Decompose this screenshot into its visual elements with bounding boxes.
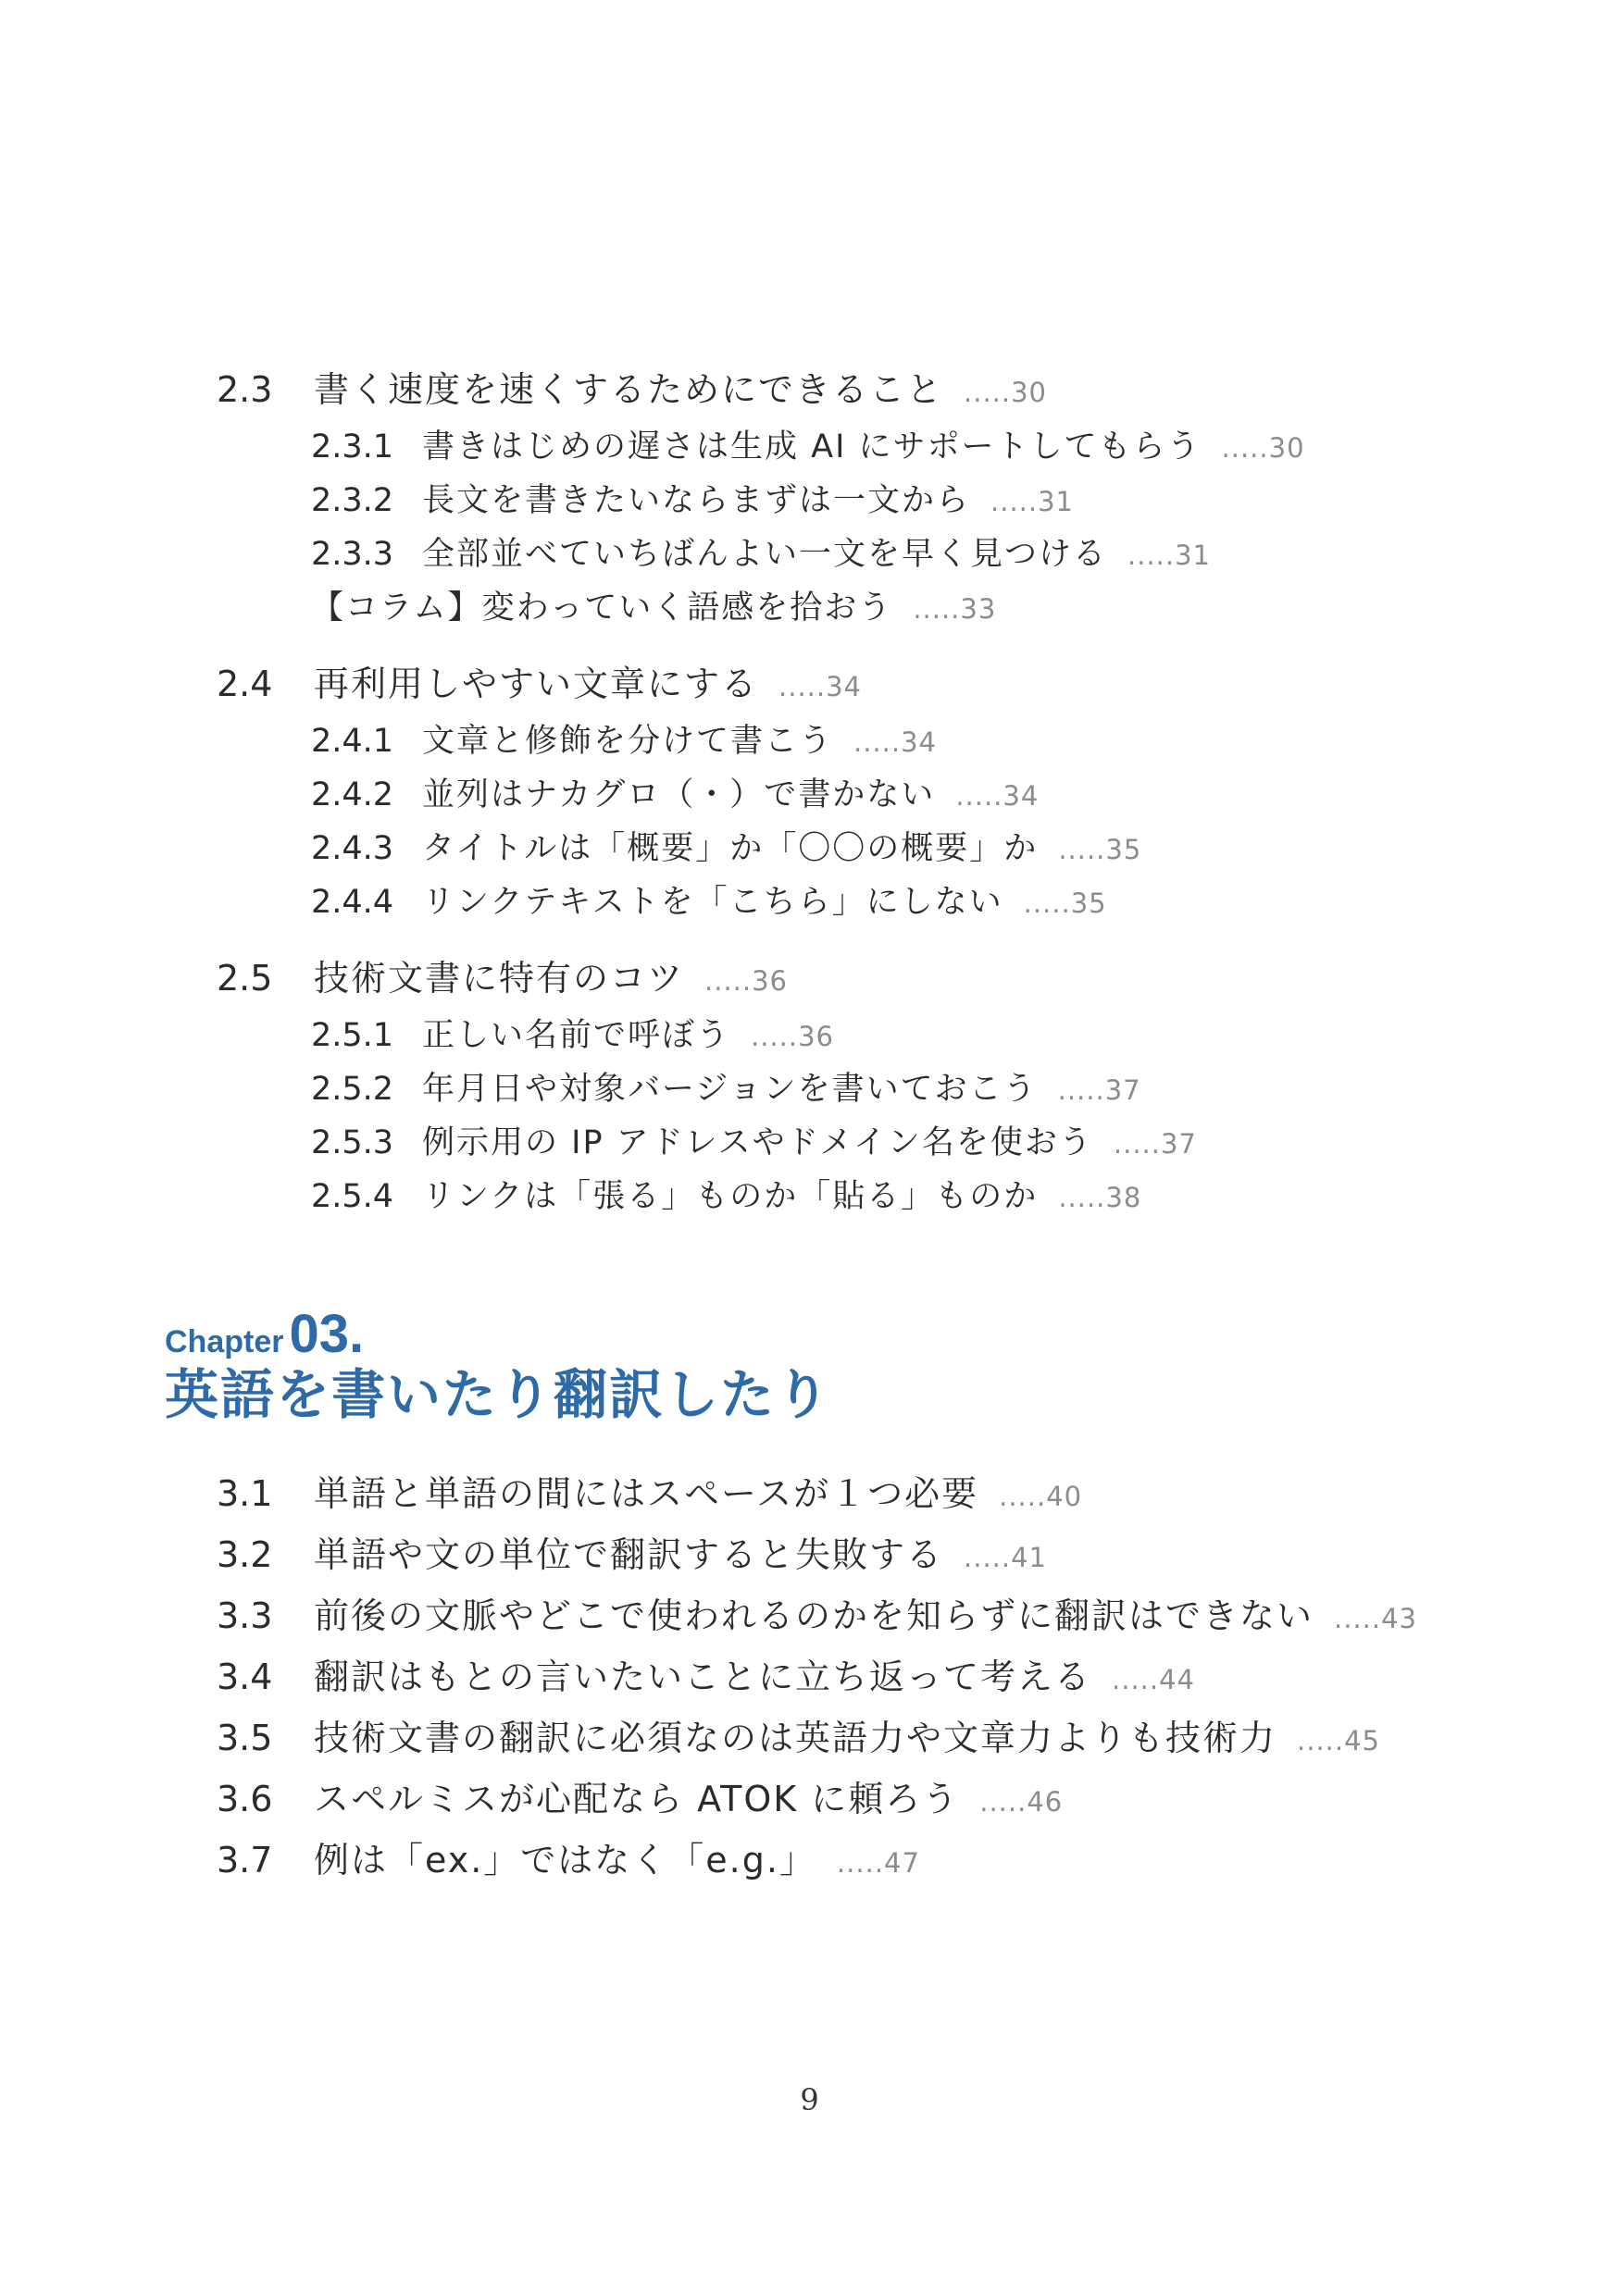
entry-number: 2.3: [217, 369, 273, 410]
entry-number: 3.4: [217, 1657, 273, 1697]
entry-title: リンクテキストを「こちら」にしない: [422, 884, 1003, 921]
toc-entry-section: [217, 1473, 1083, 1514]
toc-entry-subsection: [311, 723, 938, 760]
entry-number: 3.3: [217, 1595, 273, 1636]
toc-entry-section: [217, 664, 863, 704]
toc-entry-section: [217, 1534, 1048, 1575]
chapter-title: 英語を書いたり翻訳したり: [165, 1363, 832, 1426]
entry-title: リンクは「張る」ものか「貼る」ものか: [422, 1178, 1039, 1215]
toc-entry-column: [311, 592, 996, 625]
entry-number: 2.4: [217, 664, 273, 704]
entry-title: 全部並べていちばんよい一文を早く見つける: [422, 536, 1108, 573]
entry-title: 【コラム】変わっていく語感を拾おう: [311, 590, 893, 627]
toc-entry-subsection: [311, 536, 1212, 573]
entry-number: 2.4.2: [311, 776, 394, 813]
entry-page: .....37: [1113, 1128, 1197, 1160]
toc-entry-section: [217, 369, 1048, 410]
toc-entry-subsection: [311, 482, 1075, 519]
entry-title: 技術文書に特有のコツ: [314, 958, 685, 999]
toc-entry-section: [217, 1781, 1063, 1817]
entry-page: .....34: [853, 726, 938, 758]
toc-entry-subsection: [311, 1071, 1141, 1108]
entry-title: スペルミスが心配なら ATOK に頼ろう: [314, 1779, 960, 1819]
entry-page: .....46: [979, 1786, 1064, 1818]
entry-number: 2.4.1: [311, 723, 394, 760]
entry-page: .....34: [955, 780, 1040, 812]
toc-entry-section: [217, 958, 789, 999]
entry-number: 2.4.4: [311, 884, 394, 921]
toc-entry-section: [217, 1720, 1380, 1756]
entry-title: 年月日や対象バージョンを書いておこう: [422, 1071, 1038, 1108]
toc-entry-subsection: [311, 884, 1107, 921]
entry-title: 技術文書の翻訳に必須なのは英語力や文章力よりも技術力: [314, 1718, 1277, 1758]
entry-page: .....38: [1058, 1182, 1142, 1213]
entry-title: 単語や文の単位で翻訳すると失敗する: [314, 1534, 944, 1575]
entry-number: 3.2: [217, 1534, 273, 1575]
toc-entry-subsection: [311, 428, 1305, 465]
entry-number: 2.5.2: [311, 1071, 394, 1108]
entry-number: 2.3.1: [311, 428, 394, 465]
toc-entry-section: [217, 1840, 920, 1880]
entry-number: 2.4.3: [311, 830, 394, 867]
toc-entry-subsection: [311, 830, 1142, 867]
toc-entry-subsection: [311, 1017, 835, 1054]
chapter-label: [165, 1304, 365, 1364]
chapter-number: 03.: [289, 1304, 365, 1364]
entry-page: .....31: [990, 486, 1075, 517]
toc-entry-subsection: [311, 1178, 1142, 1215]
entry-title: 単語と単語の間にはスペースが１つ必要: [314, 1473, 979, 1514]
entry-title: 書く速度を速くするためにできること: [314, 369, 944, 410]
entry-number: 2.3.3: [311, 536, 394, 573]
entry-title: 前後の文脈やどこで使われるのかを知らずに翻訳はできない: [314, 1595, 1314, 1636]
entry-page: .....36: [704, 965, 789, 997]
entry-page: .....45: [1297, 1725, 1381, 1756]
entry-number: 2.5.1: [311, 1017, 394, 1054]
entry-title: 長文を書きたいならまずは一文から: [422, 482, 971, 519]
entry-number: 3.6: [217, 1779, 273, 1819]
entry-page: .....40: [999, 1481, 1083, 1512]
entry-number: 2.3.2: [311, 482, 394, 519]
entry-number: 2.5: [217, 958, 273, 999]
entry-number: 3.1: [217, 1473, 273, 1514]
entry-title: 文章と修飾を分けて書こう: [422, 723, 834, 760]
toc-entry-section: [217, 1595, 1418, 1636]
entry-title: 例示用の IP アドレスやドメイン名を使おう: [422, 1124, 1093, 1161]
entry-page: .....30: [964, 377, 1048, 408]
entry-title: タイトルは「概要」か「〇〇の概要」か: [422, 830, 1039, 867]
page-number: 9: [800, 2082, 819, 2117]
entry-number: 3.7: [217, 1840, 273, 1880]
entry-title: 正しい名前で呼ぼう: [422, 1017, 731, 1054]
entry-number: 3.5: [217, 1718, 273, 1758]
entry-page: .....31: [1127, 540, 1212, 571]
chapter-word: Chapter: [165, 1324, 284, 1359]
entry-page: .....37: [1057, 1074, 1141, 1106]
entry-title: 再利用しやすい文章にする: [314, 664, 759, 704]
toc-entry-subsection: [311, 1124, 1197, 1161]
entry-title: 翻訳はもとの言いたいことに立ち返って考える: [314, 1657, 1092, 1697]
entry-page: .....43: [1334, 1603, 1418, 1634]
entry-page: .....41: [964, 1542, 1048, 1573]
toc-entry-section: [217, 1657, 1196, 1697]
entry-number: 2.5.4: [311, 1178, 394, 1215]
entry-title: 例は「ex.」ではなく「e.g.」: [314, 1840, 816, 1880]
toc-entry-subsection: [311, 776, 1040, 813]
entry-title: 並列はナカグロ（・）で書かない: [422, 776, 936, 813]
entry-page: .....35: [1023, 887, 1107, 919]
entry-page: .....44: [1112, 1664, 1196, 1695]
entry-page: .....33: [913, 593, 997, 625]
entry-page: .....30: [1221, 432, 1305, 464]
entry-title: 書きはじめの遅さは生成 AI にサポートしてもらう: [422, 428, 1202, 465]
entry-page: .....34: [778, 671, 863, 702]
entry-page: .....35: [1058, 834, 1142, 865]
entry-page: .....36: [751, 1021, 835, 1052]
entry-page: .....47: [836, 1847, 920, 1879]
entry-number: 2.5.3: [311, 1124, 394, 1161]
